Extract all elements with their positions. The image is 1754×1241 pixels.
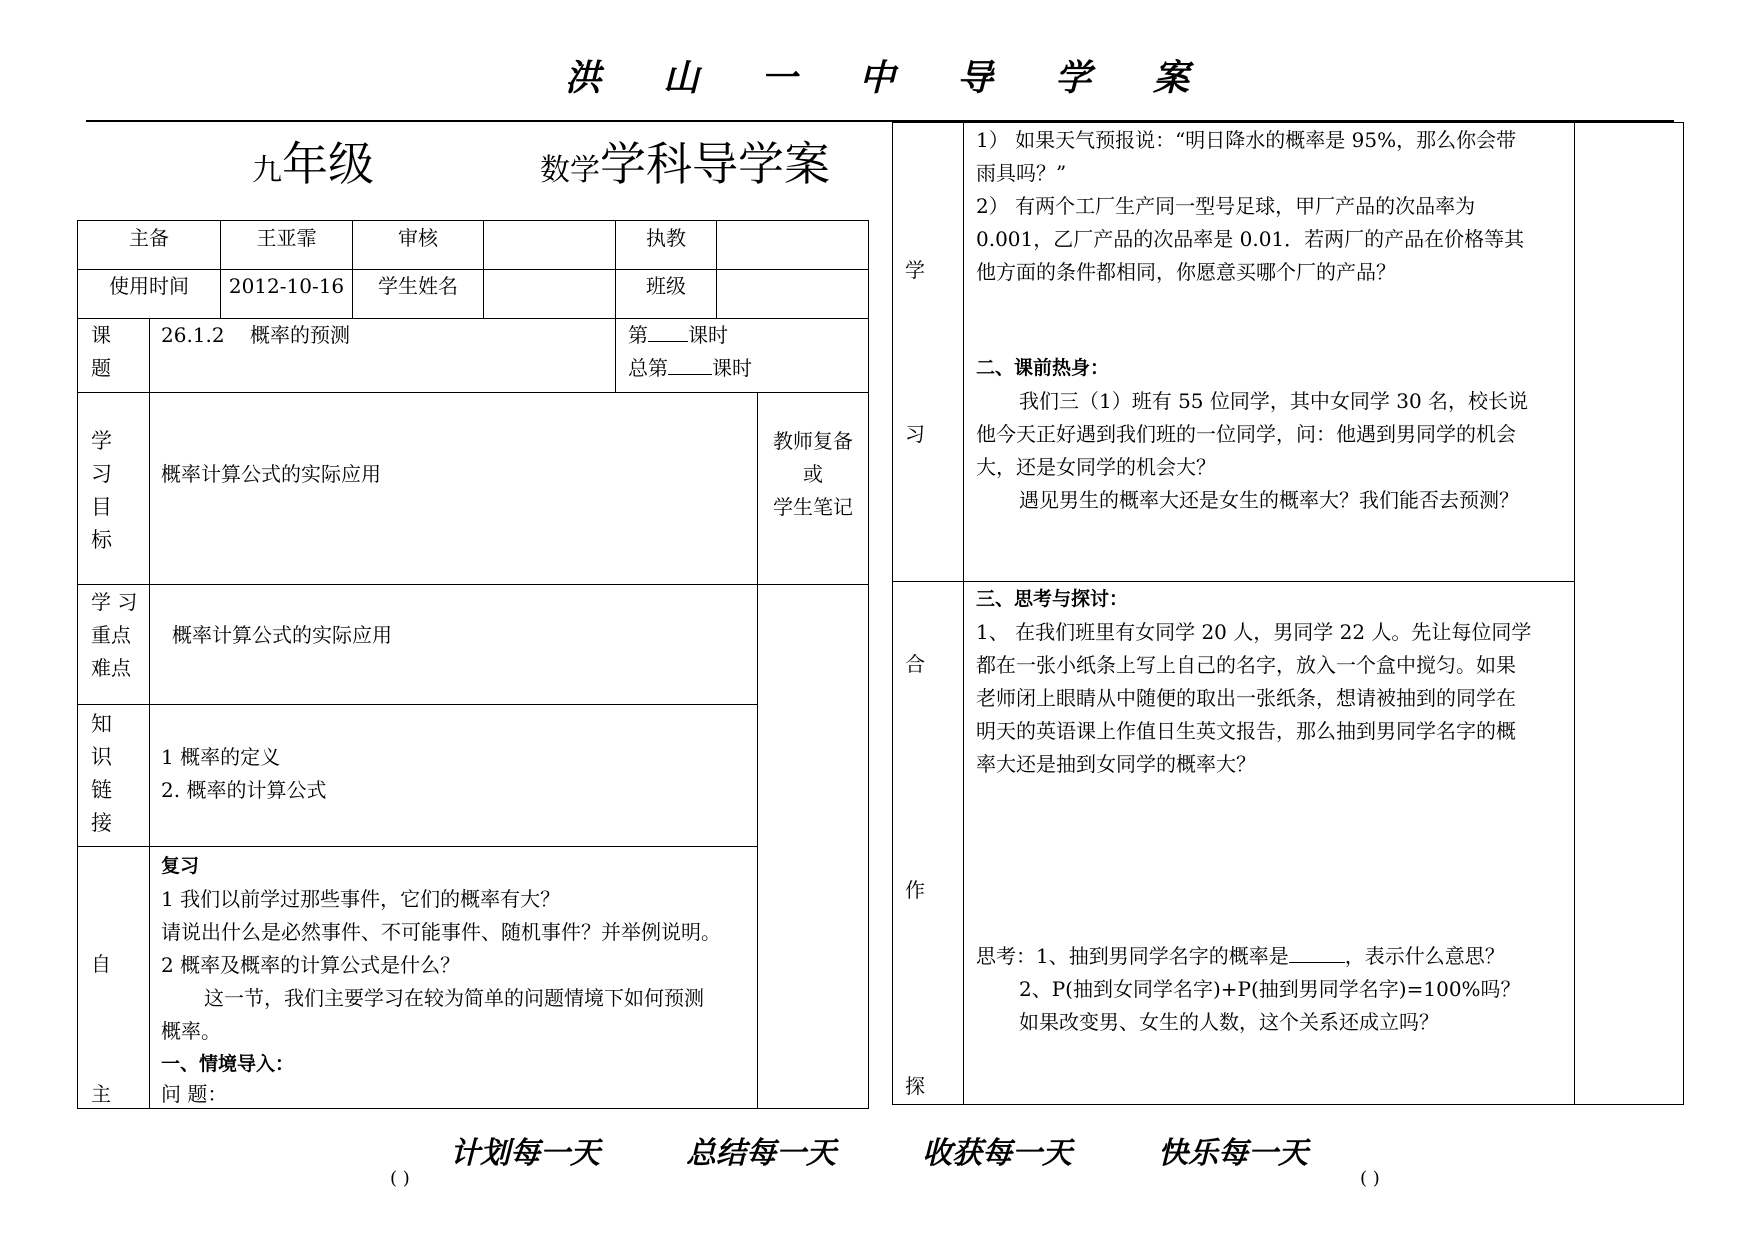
think-line-2: 2、P(抽到女同学名字)+P(抽到男同学名字)=100%吗？ <box>1019 977 1521 1001</box>
side-label-tan: 探 <box>905 1074 925 1098</box>
zhubei-label: 主备 <box>129 226 169 250</box>
rule <box>77 846 757 847</box>
rule <box>892 581 1574 582</box>
q2-line-3: 他方面的条件都相同，你愿意买哪个厂的产品？ <box>976 260 1396 284</box>
lesson-title: 概率的预测 <box>250 323 350 347</box>
grade-prefix: 九 <box>252 153 282 188</box>
q2-line-2: 0.001，乙厂产品的次品率是 0.01．若两厂的产品在价格等其 <box>976 227 1525 251</box>
self-study-label-2: 主 <box>91 1082 111 1106</box>
student-name-label: 学生姓名 <box>378 274 458 298</box>
self-study-label-1: 自 <box>91 952 111 976</box>
warmup-heading: 二、课前热身： <box>976 357 1110 379</box>
warmup-line-4: 遇见男生的概率大还是女生的概率大？我们能否去预测？ <box>1019 488 1519 512</box>
lesson-total-period: 总第 课时 <box>628 352 752 385</box>
explore-line-5: 率大还是抽到女同学的概率大？ <box>976 752 1256 776</box>
rule <box>892 122 1684 123</box>
keypoints-label-3: 难点 <box>91 656 131 680</box>
rule <box>892 122 893 1104</box>
explore-line-3: 老师闭上眼睛从中随便的取出一张纸条，想请被抽到的同学在 <box>976 686 1516 710</box>
rule <box>963 122 964 1104</box>
review-line-1: 1 我们以前学过那些事件，它们的概率有大？ <box>161 887 561 911</box>
q2-line-1: 2） 有两个工厂生产同一型号足球，甲厂产品的次品率为 <box>976 194 1476 218</box>
page-number-left: ( ) <box>390 1168 410 1189</box>
q1-line-2: 雨具吗？” <box>976 161 1067 185</box>
rule <box>77 220 869 221</box>
zhijiao-label: 执教 <box>646 226 686 250</box>
rule <box>77 584 869 585</box>
question-label: 问 题： <box>161 1082 228 1106</box>
class-label: 班级 <box>646 274 686 298</box>
page-number-right: ( ) <box>1360 1168 1380 1189</box>
goals-text: 概率计算公式的实际应用 <box>161 462 381 486</box>
teacher-note-line2: 或 <box>803 462 823 486</box>
explore-line-4: 明天的英语课上作值日生英文报告，那么抽到男同学名字的概 <box>976 719 1516 743</box>
motto-happy: 快乐每一天 <box>1158 1136 1308 1171</box>
review-heading: 复习 <box>161 855 200 877</box>
side-label-xi: 习 <box>905 422 925 446</box>
warmup-line-2: 他今天正好遇到我们班的一位同学，问：他遇到男同学的机会 <box>976 422 1516 446</box>
review-line-3: 2 概率及概率的计算公式是什么？ <box>161 953 461 977</box>
warmup-line-3: 大，还是女同学的机会大？ <box>976 455 1216 479</box>
motto-plan: 计划每一天 <box>450 1136 600 1171</box>
lesson-period: 第 课时 <box>628 319 728 352</box>
think-line-3: 如果改变男、女生的人数，这个关系还成立吗？ <box>1019 1010 1439 1034</box>
rule <box>77 220 78 1108</box>
zhubei-value: 王亚霏 <box>256 226 317 250</box>
teacher-note-line3: 学生笔记 <box>773 495 853 519</box>
grade-suffix: 年级 <box>282 137 374 191</box>
subject-prefix: 数学 <box>540 153 600 188</box>
footer-mottos <box>0 1128 1754 1174</box>
keypoints-label-1: 学 习 <box>91 590 138 614</box>
rule <box>892 1104 1684 1105</box>
warmup-line-1: 我们三（1）班有 55 位同学，其中女同学 30 名，校长说 <box>1019 389 1529 413</box>
explore-line-1: 1、 在我们班里有女同学 20 人，男同学 22 人。先让每位同学 <box>976 620 1532 644</box>
keypoints-text: 概率计算公式的实际应用 <box>172 623 392 647</box>
knowledge-item-2: 2. 概率的计算公式 <box>161 778 327 802</box>
review-line-2: 请说出什么是必然事件、不可能事件、随机事件？并举例说明。 <box>161 920 721 944</box>
rule <box>1683 122 1684 1104</box>
knowledge-label: 知 识 链 接 <box>91 712 112 835</box>
side-label-zuo: 作 <box>905 878 925 902</box>
goals-label: 学 习 目 标 <box>91 429 112 552</box>
q1-line-1: 1） 如果天气预报说：“明日降水的概率是 95%，那么你会带 <box>976 128 1517 152</box>
review-line-4: 这一节，我们主要学习在较为简单的问题情境下如何预测 <box>204 986 704 1010</box>
rule <box>77 392 869 393</box>
grade-heading <box>252 128 374 194</box>
explore-line-2: 都在一张小纸条上写上自己的名字，放入一个盒中搅匀。如果 <box>976 653 1516 677</box>
subject-heading <box>540 128 830 194</box>
think-line-1: 思考：1、抽到男同学名字的概率是 ，表示什么意思？ <box>976 940 1505 973</box>
time-label: 使用时间 <box>109 274 189 298</box>
review-line-5: 概率。 <box>161 1019 221 1043</box>
rule <box>716 220 717 318</box>
rule <box>483 220 484 318</box>
keypoints-label-2: 重点 <box>91 623 131 647</box>
school-title: 洪山一中导学案 <box>564 57 1251 99</box>
knowledge-item-1: 1 概率的定义 <box>161 745 281 769</box>
motto-summary: 总结每一天 <box>686 1136 836 1171</box>
lesson-label-1: 课 <box>91 323 111 347</box>
time-value: 2012-10-16 <box>228 274 345 298</box>
side-label-xue: 学 <box>905 258 925 282</box>
teacher-note-line1: 教师复备 <box>773 429 853 453</box>
lesson-number: 26.1.2 <box>161 323 225 347</box>
rule <box>149 318 150 1108</box>
rule <box>77 704 757 705</box>
intro-heading: 一、情境导入： <box>161 1053 295 1075</box>
shenhe-label: 审核 <box>398 226 438 250</box>
side-label-he: 合 <box>905 652 925 676</box>
subject-suffix: 学科导学案 <box>600 137 830 191</box>
explore-heading: 三、思考与探讨： <box>976 588 1129 610</box>
rule <box>1574 122 1575 1104</box>
rule <box>868 220 869 1108</box>
motto-harvest: 收获每一天 <box>922 1136 1072 1171</box>
lesson-label-2: 题 <box>91 356 111 380</box>
